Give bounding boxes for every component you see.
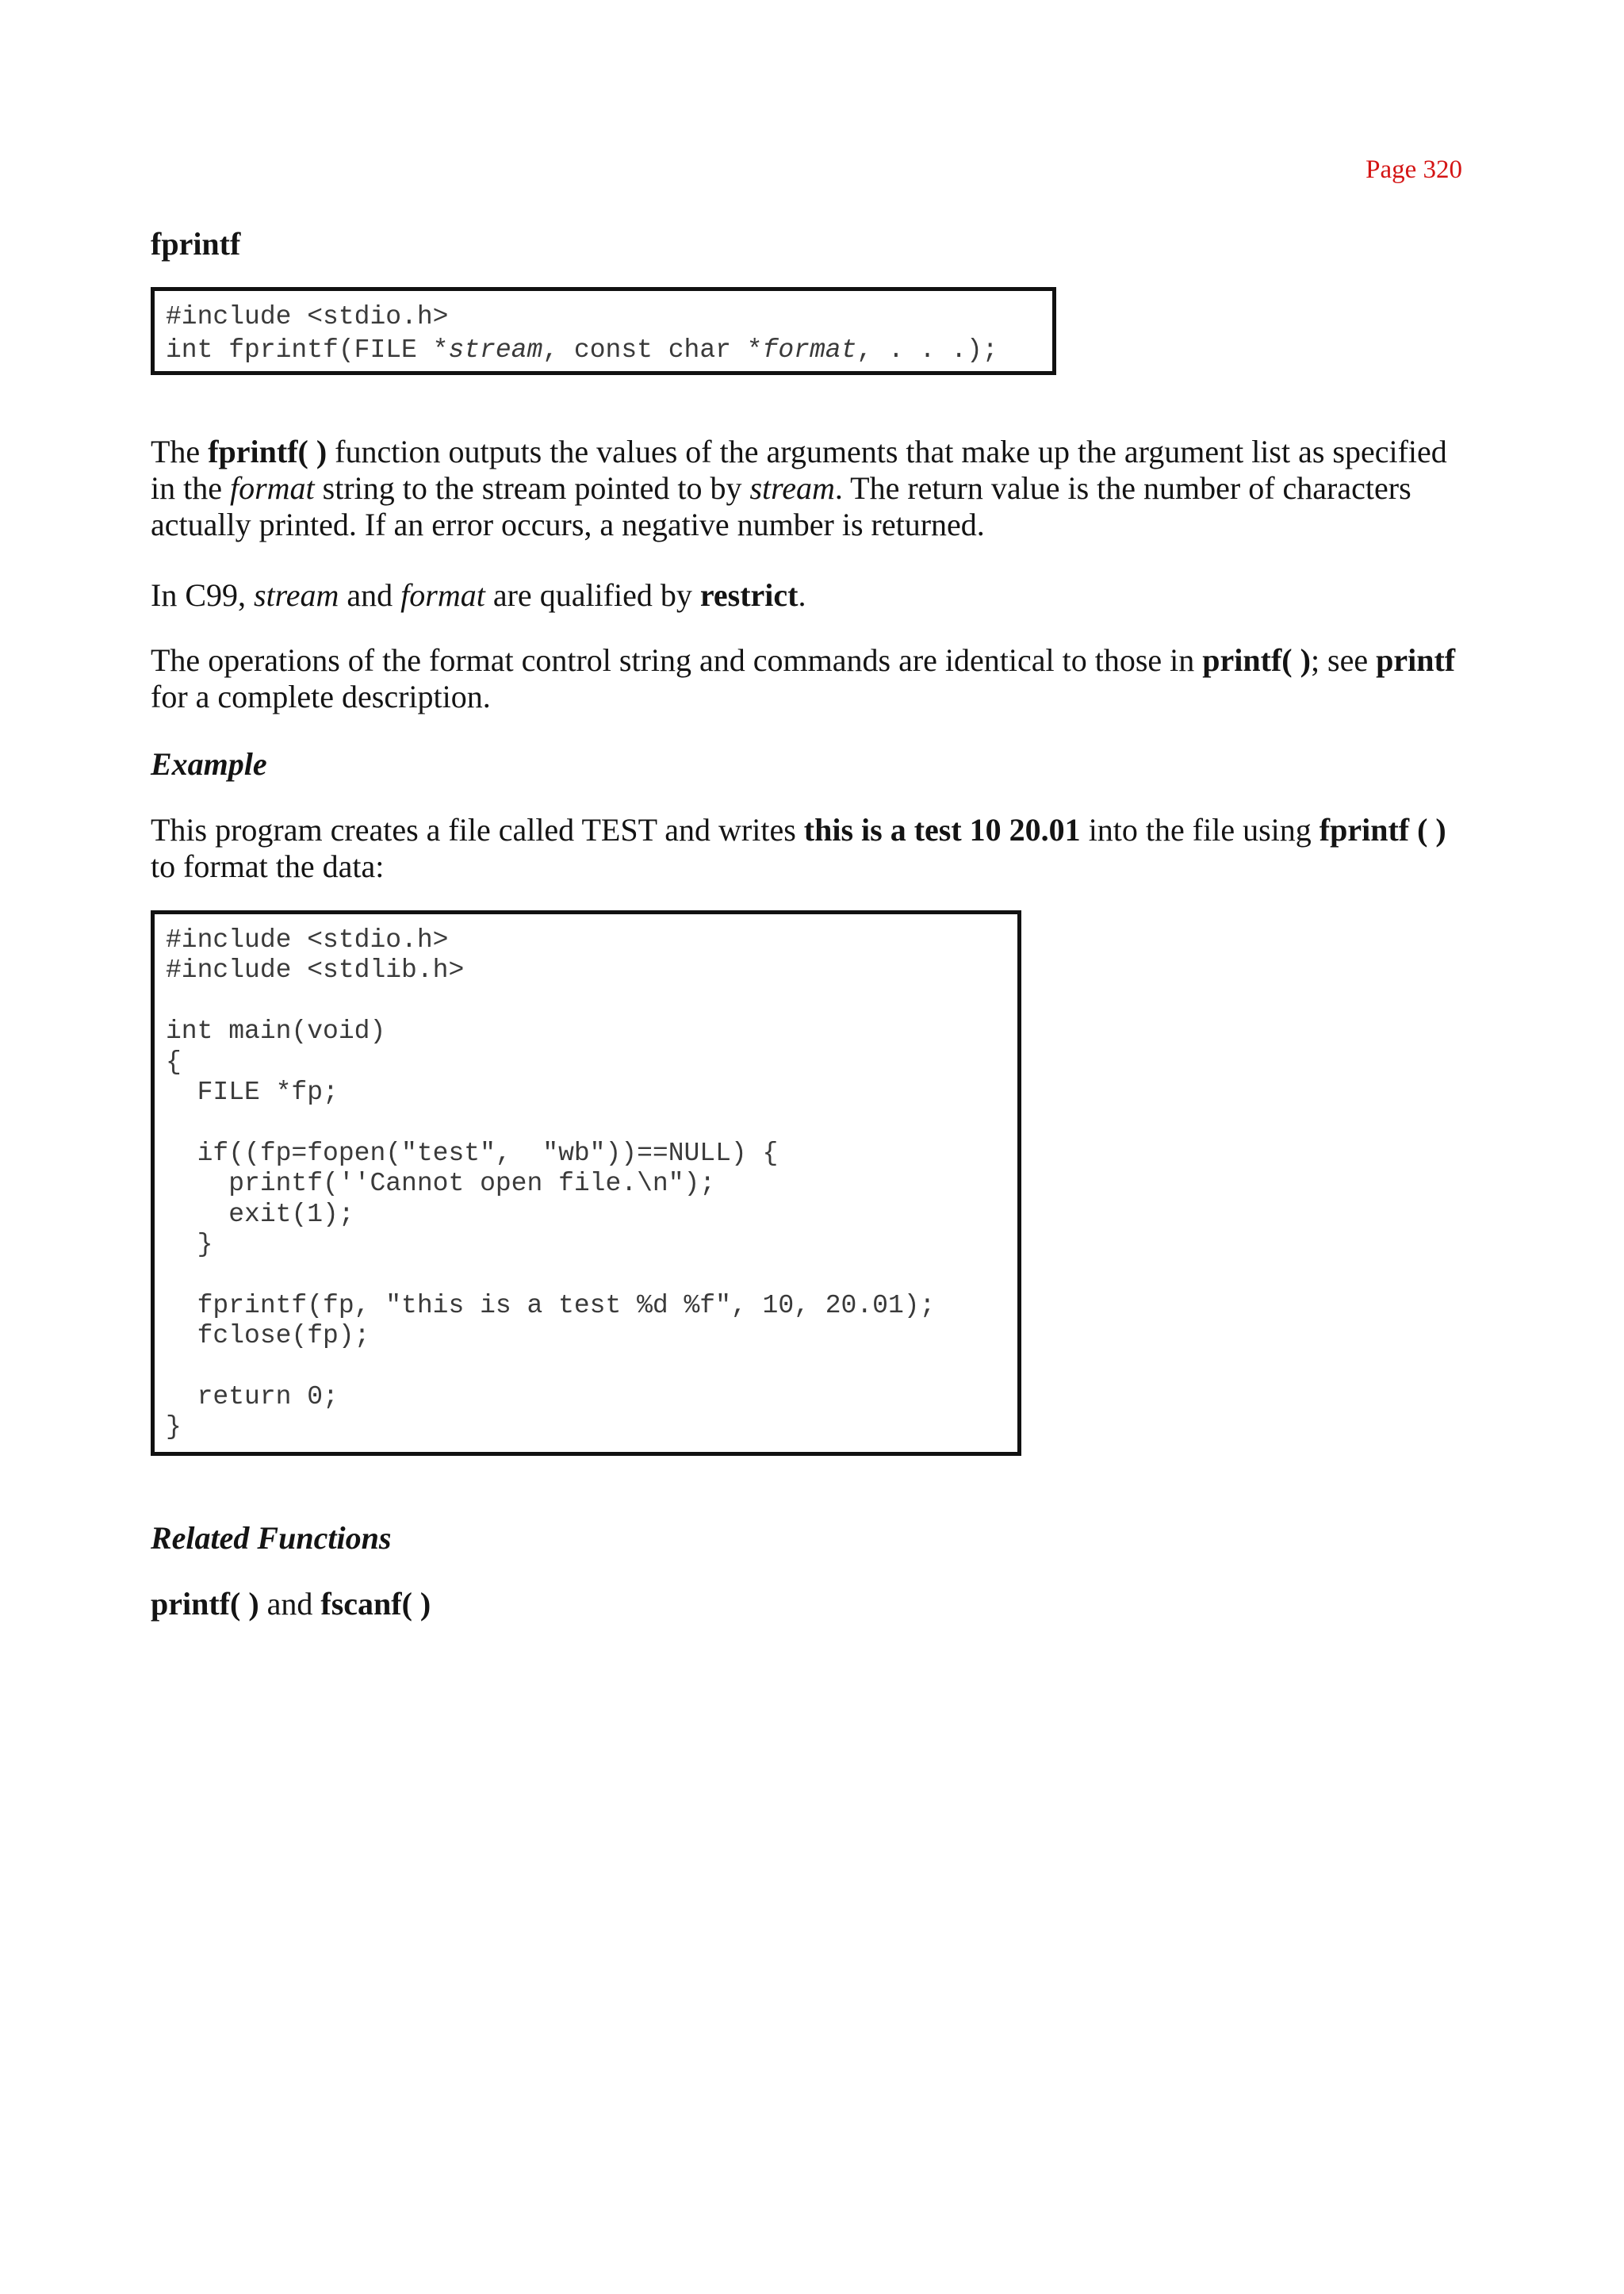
text: and [259, 1586, 321, 1622]
code-line: fprintf(fp, "this is a test %d %f", 10, 20.01); [166, 1290, 936, 1320]
text: The [151, 434, 209, 469]
text: to format the data: [151, 848, 385, 884]
related-function-printf: printf( ) [151, 1586, 259, 1622]
code-line: } [166, 1229, 213, 1259]
code-line: FILE *fp; [166, 1077, 339, 1107]
signature-part: int fprintf(FILE * [166, 335, 449, 365]
code-line: int main(void) [166, 1017, 386, 1047]
function-name: printf [1376, 642, 1456, 678]
text: and [339, 577, 401, 613]
text: In C99, [151, 577, 254, 613]
text: function outputs the values of the arguments that make up the argument list as specified in the [151, 434, 1447, 506]
output-text: this is a test 10 20.01 [803, 812, 1081, 848]
keyword: restrict [699, 577, 799, 613]
example-code-box [151, 910, 1021, 1456]
code-line: } [166, 1412, 182, 1442]
code-line [166, 986, 1006, 1017]
signature-param-format: format [762, 335, 857, 365]
c99-note-paragraph [151, 577, 1467, 614]
text: string to the stream pointed to by [314, 470, 750, 506]
code-line [166, 1351, 1006, 1381]
text: . [798, 577, 806, 613]
code-line: fclose(fp); [166, 1321, 370, 1351]
code-line [166, 1108, 1006, 1138]
text: into the file using [1080, 812, 1320, 848]
prototype-line-signature [166, 334, 1041, 367]
signature-param-stream: stream [448, 335, 543, 365]
prototype-line-include: #include <stdio.h> [166, 302, 449, 331]
function-name: printf( ) [1202, 642, 1311, 678]
description-paragraph [151, 434, 1467, 543]
code-line: return 0; [166, 1381, 339, 1411]
operations-note-paragraph [151, 642, 1467, 715]
text: . The return value is the number of characters actually printed. If an error occurs, a negative number is returned. [151, 470, 1411, 542]
related-functions-heading: Related Functions [151, 1520, 392, 1556]
param-name: stream [749, 470, 835, 506]
param-name: format [400, 577, 485, 613]
code-line: { [166, 1047, 182, 1077]
text: ; see [1310, 642, 1377, 678]
text: are qualified by [485, 577, 700, 613]
text: The operations of the format control string and commands are identical to those in [151, 642, 1203, 678]
code-line [166, 1260, 1006, 1290]
text: This program creates a file called TEST and writes [151, 812, 804, 848]
prototype-code-box [151, 287, 1056, 375]
signature-part: , . . .); [856, 335, 998, 365]
param-name: stream [254, 577, 339, 613]
code-line: exit(1); [166, 1199, 354, 1229]
code-line: printf(''Cannot open file.\n"); [166, 1169, 716, 1199]
code-line: #include <stdlib.h> [166, 956, 465, 986]
signature-part: , const char * [542, 335, 763, 365]
related-function-fscanf: fscanf( ) [320, 1586, 431, 1622]
function-name: fprintf ( ) [1319, 812, 1446, 848]
page-number: Page 320 [1365, 155, 1462, 184]
example-intro-paragraph [151, 812, 1467, 885]
related-functions-list [151, 1586, 1467, 1622]
code-line: #include <stdio.h> [166, 925, 449, 955]
function-name: fprintf( ) [208, 434, 327, 469]
example-heading: Example [151, 746, 267, 782]
text: for a complete description. [151, 679, 491, 714]
entry-title: fprintf [151, 226, 241, 262]
param-name: format [229, 470, 315, 506]
code-line: if((fp=fopen("test", "wb"))==NULL) { [166, 1138, 779, 1168]
